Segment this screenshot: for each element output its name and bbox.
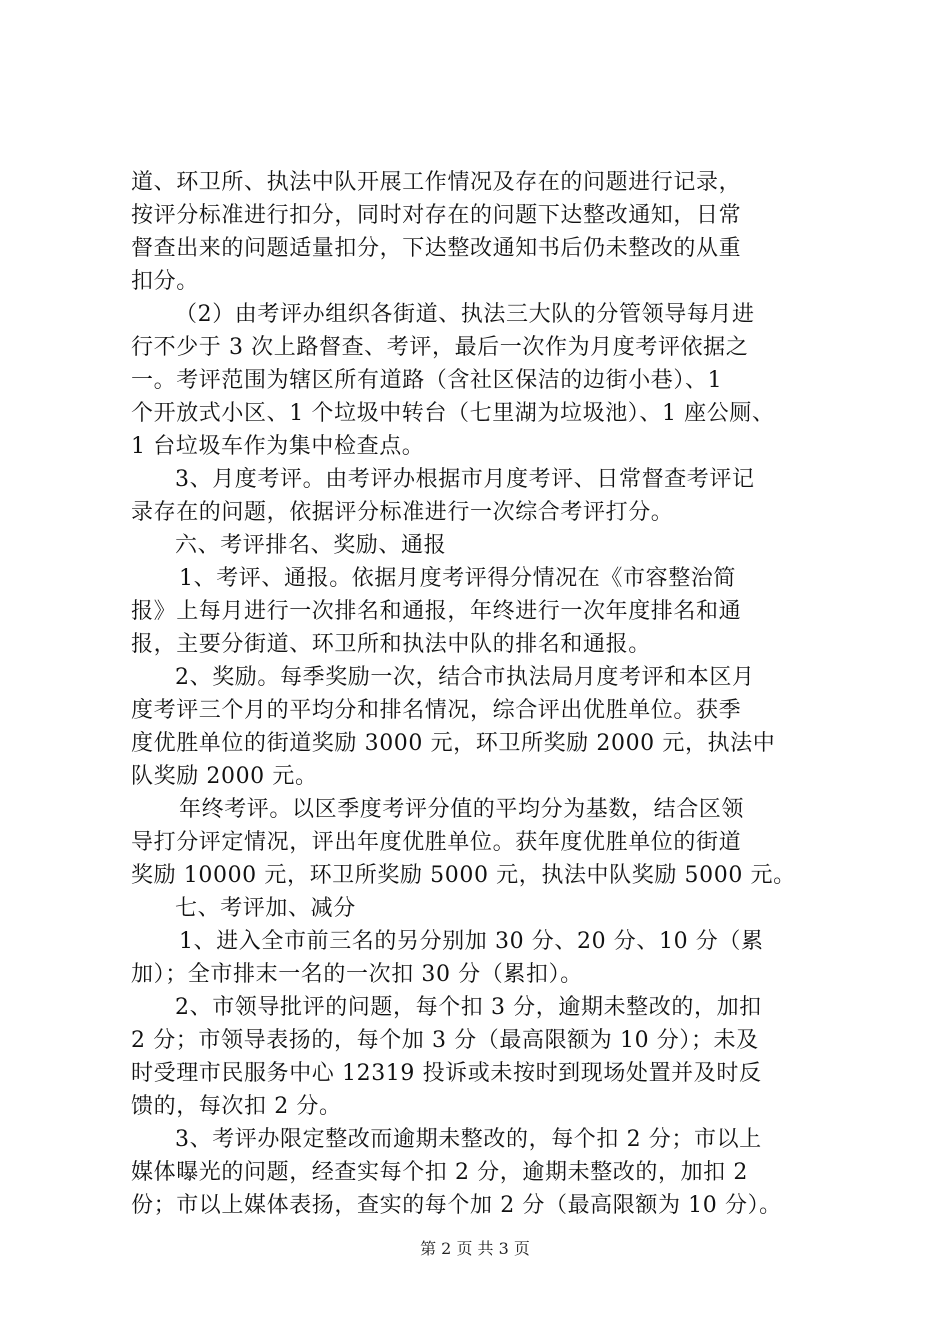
text-line: 媒体曝光的问题，经查实每个扣 2 分，逾期未整改的，加扣 2: [131, 1160, 748, 1185]
text-line: 1、进入全市前三名的另分别加 30 分、20 分、10 分（累: [179, 929, 764, 954]
text-line: 扣分。: [131, 269, 199, 294]
text-line: 3、考评办限定整改而逾期未整改的，每个扣 2 分；市以上: [175, 1127, 762, 1152]
text-line: 2、市领导批评的问题，每个扣 3 分，逾期未整改的，加扣: [175, 995, 762, 1020]
text-line: 录存在的问题，依据评分标准进行一次综合考评打分。: [131, 500, 674, 525]
text-line: 加）；全市排末一名的一次扣 30 分（累扣）。: [131, 962, 583, 987]
text-line: 一。考评范围为辖区所有道路（含社区保洁的边街小巷）、1: [131, 368, 723, 393]
section-heading: 六、考评排名、奖励、通报: [175, 533, 447, 558]
text-line: 度优胜单位的街道奖励 3000 元，环卫所奖励 2000 元，执法中: [131, 731, 776, 756]
page-number-footer: 第 2 页 共 3 页: [420, 1239, 530, 1258]
text-line: 年终考评。以区季度考评分值的平均分为基数，结合区领: [179, 797, 745, 822]
text-line: 2 分；市领导表扬的，每个加 3 分（最高限额为 10 分）；未及: [131, 1028, 759, 1053]
text-line: 督查出来的问题适量扣分，下达整改通知书后仍未整改的从重: [131, 236, 742, 261]
section-heading: 七、考评加、减分: [175, 896, 356, 921]
text-line: 报，主要分街道、环卫所和执法中队的排名和通报。: [131, 632, 651, 657]
text-line: 个开放式小区、1 个垃圾中转台（七里湖为垃圾池）、1 座公厕、: [131, 401, 775, 426]
text-line: 报》上每月进行一次排名和通报，年终进行一次年度排名和通: [131, 599, 742, 624]
text-line: 馈的，每次扣 2 分。: [131, 1094, 342, 1119]
text-line: 3、月度考评。由考评办根据市月度考评、日常督查考评记: [175, 467, 755, 492]
text-line: 行不少于 3 次上路督查、考评，最后一次作为月度考评依据之: [131, 335, 749, 360]
text-line: 时受理市民服务中心 12319 投诉或未按时到现场处置并及时反: [131, 1061, 762, 1086]
text-line: （2）由考评办组织各街道、执法三大队的分管领导每月进: [175, 302, 755, 327]
text-line: 度考评三个月的平均分和排名情况，综合评出优胜单位。获季: [131, 698, 742, 723]
text-line: 2、奖励。每季奖励一次，结合市执法局月度考评和本区月: [175, 665, 755, 690]
text-line: 道、环卫所、执法中队开展工作情况及存在的问题进行记录，: [131, 170, 742, 195]
text-line: 按评分标准进行扣分，同时对存在的问题下达整改通知，日常: [131, 203, 742, 228]
text-line: 奖励 10000 元，环卫所奖励 5000 元，执法中队奖励 5000 元。: [131, 863, 796, 888]
text-line: 1 台垃圾车作为集中检查点。: [131, 434, 425, 459]
text-line: 队奖励 2000 元。: [131, 764, 318, 789]
text-line: 份；市以上媒体表扬，查实的每个加 2 分（最高限额为 10 分）。: [131, 1193, 782, 1218]
text-line: 1、考评、通报。依据月度考评得分情况在《市容整治简: [179, 566, 736, 591]
text-line: 导打分评定情况，评出年度优胜单位。获年度优胜单位的街道: [131, 830, 742, 855]
